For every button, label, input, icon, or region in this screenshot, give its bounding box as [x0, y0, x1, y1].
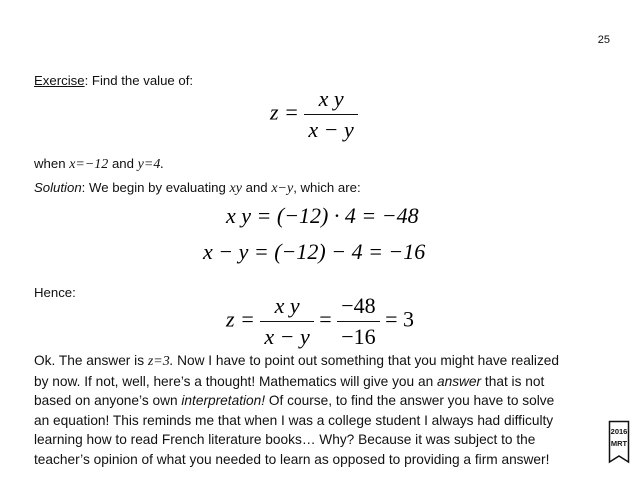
condition-y: y=4.	[137, 157, 164, 172]
hence-formula	[226, 293, 414, 350]
paragraph-line-4: an equation! This reminds me that when I was a college student I always had difficulty	[34, 412, 554, 428]
exercise-line	[34, 73, 193, 88]
hence-fraction-1-num: x y	[274, 293, 300, 318]
paragraph-line-5: learning how to read French literature books… Why? Because it was subject to the	[34, 432, 536, 447]
paragraph-line-6: teacher’s opinion of what you needed to learn as opposed to providing a firm answer!	[34, 451, 550, 467]
p2-pre: by now. If not, well, here’s a thought! Mathematics will give you an	[34, 373, 437, 389]
formula-fraction	[304, 86, 357, 143]
exercise-label: Exercise	[34, 73, 85, 88]
solution-label: Solution	[34, 180, 82, 195]
solution-text-2: , which are:	[293, 180, 361, 195]
equation-product-text: x y = (−12) · 4 = −48	[226, 203, 419, 228]
hence-result: = 3	[385, 306, 415, 332]
paragraph-line-1	[34, 351, 559, 372]
badge-year: 2016	[610, 427, 628, 436]
equation-difference	[203, 239, 425, 265]
paragraph-line-3	[34, 391, 559, 411]
hence-lhs: z =	[226, 306, 255, 332]
formula-lhs: z =	[270, 99, 299, 125]
hence-fraction-1	[260, 293, 313, 350]
explanation-paragraph	[34, 351, 559, 469]
page-number: 25	[597, 34, 610, 46]
exercise-text: : Find the value of:	[84, 73, 194, 88]
solution-var-xminusy: x−y	[271, 181, 294, 196]
equation-difference-text: x − y = (−12) − 4 = −16	[203, 239, 426, 264]
when-line	[34, 156, 164, 173]
p2-post: that is not	[481, 373, 545, 389]
hence-label: Hence:	[34, 285, 76, 300]
formula-denominator: x − y	[304, 114, 357, 143]
p1-post: Now I have to point out something that you might have realized	[173, 353, 560, 368]
bookmark-icon	[608, 420, 630, 464]
mrt-badge-icon	[608, 420, 630, 464]
solution-and: and	[241, 180, 272, 195]
hence-fraction-2-num: −48	[341, 293, 376, 318]
equation-product	[226, 203, 419, 229]
paragraph-line-2	[34, 372, 559, 392]
condition-x: x=−12	[69, 157, 109, 172]
when-and: and	[108, 156, 138, 171]
badge-initials: MRT	[610, 439, 628, 448]
p3-em: interpretation!	[181, 393, 266, 408]
formula-numerator: x y	[318, 86, 344, 111]
solution-var-xy: xy	[229, 181, 242, 196]
solution-text-1: : We begin by evaluating	[81, 180, 230, 195]
hence-fraction-2-den: −16	[337, 321, 379, 350]
p1-pre: Ok. The answer is	[34, 353, 148, 368]
hence-fraction-2	[337, 293, 379, 350]
hence-fraction-1-den: x − y	[260, 321, 313, 350]
p1-math: z=3.	[147, 354, 174, 369]
p3-post: Of course, to find the answer you have to solve	[265, 393, 555, 408]
p3-pre: based on anyone’s own	[34, 393, 182, 408]
p2-em: answer	[436, 373, 482, 389]
hence-equals: =	[319, 306, 332, 332]
exercise-formula	[270, 86, 358, 143]
solution-line	[34, 180, 361, 197]
when-text: when	[34, 156, 70, 171]
